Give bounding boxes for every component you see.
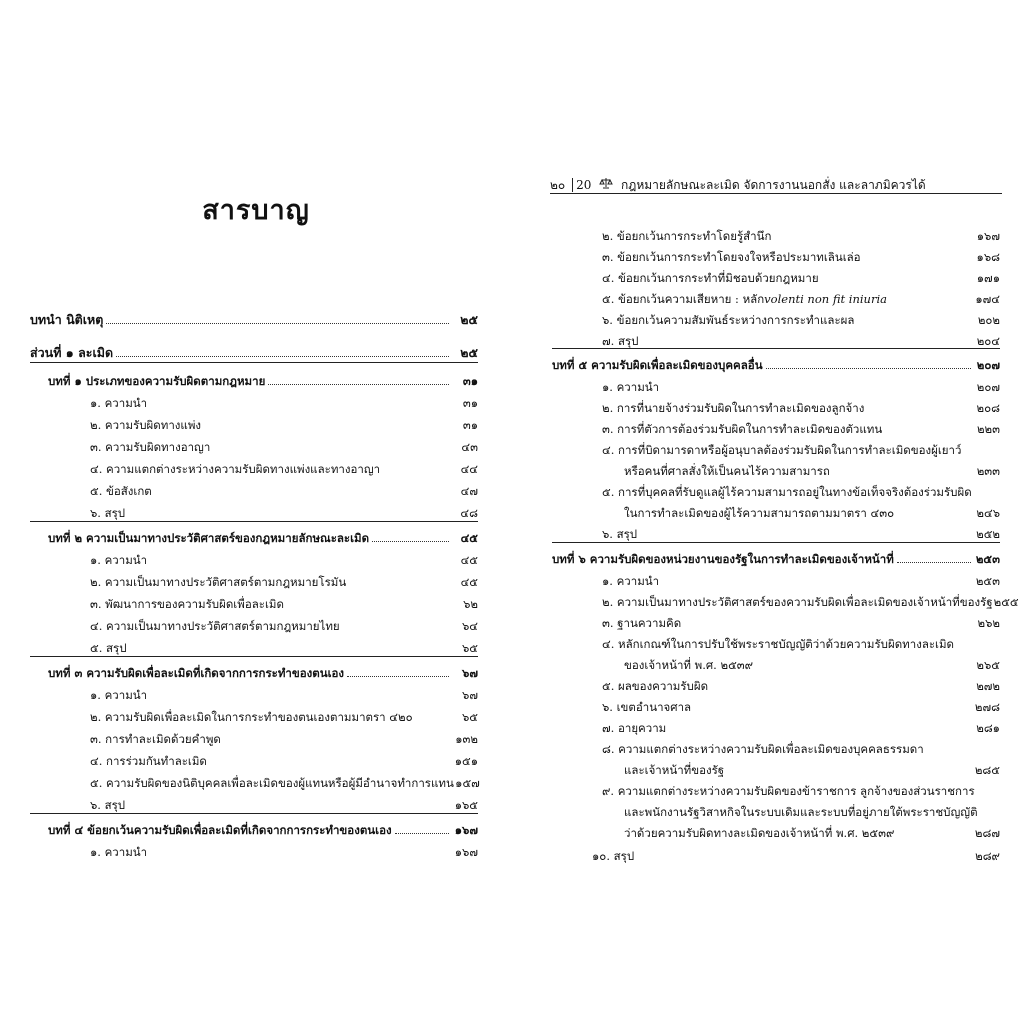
toc-entry-label: ๕. สรุป — [90, 641, 127, 655]
toc-entry-page: ๔๕ — [460, 575, 478, 589]
toc-entry-page: ๑๖๗ — [454, 823, 478, 837]
toc-entry-page: ๓๑ — [462, 396, 478, 410]
toc-entry-page: ๒๘๕ — [974, 763, 1000, 777]
header-book-title: กฎหมายลักษณะละเมิด จัดการงานนอกสั่ง และลาภมิควรได้ — [621, 178, 926, 192]
toc-entry — [602, 312, 1000, 328]
dot-leader — [347, 676, 449, 677]
toc-entry — [602, 400, 1000, 416]
toc-entry-page: ๒๗๘ — [974, 700, 1000, 714]
toc-entry-page: ๔๕ — [460, 553, 478, 567]
toc-entry — [48, 530, 478, 546]
toc-entry-label: ว่าด้วยความรับผิดทางละเมิดของเจ้าหน้าที่ พ.ศ. ๒๕๓๙ — [624, 826, 895, 840]
toc-entry — [602, 678, 1000, 694]
toc-entry-label: ๒. ความเป็นมาทางประวัติศาสตร์ตามกฎหมายโรมัน — [90, 575, 347, 589]
toc-entry-page: ๑๖๕ — [454, 798, 478, 812]
toc-entry-page: ๑๗๔ — [975, 292, 1000, 306]
toc-entry-label: ๓. การทำละเมิดด้วยคำพูด — [90, 732, 221, 746]
toc-entry-page: ๒๔๖ — [976, 506, 1000, 520]
toc-entry — [48, 665, 478, 681]
toc-entry-label: ๔. การร่วมกันทำละเมิด — [90, 754, 207, 768]
toc-entry-page: ๔๘ — [460, 506, 478, 520]
toc-entry-label: ๓. ความรับผิดทางอาญา — [90, 440, 211, 454]
toc-entry — [90, 797, 478, 813]
toc-entry-label: ๕. ผลของความรับผิด — [602, 679, 709, 693]
toc-title: สารบาญ — [202, 195, 310, 226]
toc-entry — [602, 526, 1000, 542]
header-rule — [550, 193, 1002, 194]
toc-entry-label: ๘. ความแตกต่างระหว่างความรับผิดเพื่อละเมิดของบุคคลธรรมดา — [602, 742, 924, 756]
scales-of-justice-icon — [599, 177, 613, 192]
toc-entry-label: ๑. ความนำ — [602, 574, 660, 588]
toc-entry-label: ๑. ความนำ — [90, 553, 148, 567]
toc-entry-page: ๖๗ — [462, 688, 478, 702]
toc-entry-page: ๒๕ — [460, 345, 478, 360]
toc-entry — [90, 395, 478, 411]
toc-entry-page: ๑๕๗ — [455, 776, 480, 790]
toc-entry-label: หรือคนที่ศาลสั่งให้เป็นคนไร้ความสามารถ — [624, 464, 830, 478]
toc-entry-page: ๑๗๑ — [976, 271, 1000, 285]
toc-entry — [90, 844, 478, 860]
toc-entry-page: ๒๐๔ — [976, 334, 1000, 348]
toc-entry — [602, 636, 1000, 652]
toc-entry — [90, 753, 478, 769]
toc-entry-label: ๗. อายุความ — [602, 721, 667, 735]
toc-entry-page: ๒๘๑ — [976, 721, 1000, 735]
toc-entry-label: ๔. ความแตกต่างระหว่างความรับผิดทางแพ่งและทางอาญา — [90, 462, 381, 476]
toc-entry-label: ๗. สรุป — [602, 334, 639, 348]
toc-entry-label: ๓. พัฒนาการของความรับผิดเพื่อละเมิด — [90, 597, 284, 611]
toc-entry-label: ๖. สรุป — [90, 798, 126, 812]
toc-entry — [602, 291, 1000, 307]
section-divider — [30, 362, 478, 363]
toc-entry — [602, 379, 1000, 395]
toc-entry — [552, 357, 1000, 373]
toc-entry — [90, 731, 478, 747]
toc-entry-label: บทที่ ๒ ความเป็นมาทางประวัติศาสตร์ของกฎหมายลักษณะละเมิด — [48, 531, 370, 545]
section-divider — [552, 542, 1000, 543]
toc-entry-label: ในการทำละเมิดของผู้ไร้ความสามารถตามมาตรา ๔๓๐ — [624, 506, 895, 520]
toc-entry — [90, 640, 478, 656]
toc-entry-label: ๑. ความนำ — [90, 396, 148, 410]
toc-entry-page: ๓๑ — [462, 418, 478, 432]
toc-entry-latin-term: volenti non fit iniuria — [764, 292, 887, 306]
toc-entry-label: ๙. ความแตกต่างระหว่างความรับผิดของข้าราชการ ลูกจ้างของส่วนราชการ — [602, 784, 975, 798]
dot-leader — [106, 323, 449, 324]
toc-entry-page: ๑๕๑ — [454, 754, 478, 768]
toc-entry — [90, 552, 478, 568]
toc-entry-page: ๒๕๒ — [976, 527, 1000, 541]
toc-entry — [90, 461, 478, 477]
toc-entry-label: ๓. ข้อยกเว้นการกระทำโดยจงใจหรือประมาทเลินเล่อ — [602, 250, 861, 264]
section-divider — [30, 813, 478, 814]
toc-entry — [624, 762, 1000, 778]
toc-entry — [592, 848, 1000, 864]
toc-entry-page: ๒๕๓ — [975, 574, 1000, 588]
toc-entry-label: ๔. ข้อยกเว้นการกระทำที่มิชอบด้วยกฎหมาย — [602, 271, 819, 285]
toc-entry — [90, 505, 478, 521]
dot-leader — [897, 562, 971, 563]
toc-entry — [90, 775, 478, 791]
toc-entry-label: ๒. การที่นายจ้างร่วมรับผิดในการทำละเมิดของลูกจ้าง — [602, 401, 865, 415]
toc-entry — [602, 699, 1000, 715]
section-divider — [30, 656, 478, 657]
toc-entry-page: ๖๒ — [463, 597, 478, 611]
toc-entry-page: ๓๑ — [462, 374, 478, 388]
toc-entry-label: ๒. ความเป็นมาทางประวัติศาสตร์ของความรับผิดเพื่อละเมิดของเจ้าหน้าที่ของรัฐ — [602, 595, 993, 609]
toc-entry — [48, 822, 478, 838]
dot-leader — [395, 833, 449, 834]
toc-entry-page: ๖๔ — [461, 619, 478, 633]
toc-entry — [90, 483, 478, 499]
toc-entry — [624, 825, 1000, 841]
toc-entry — [48, 373, 478, 389]
toc-entry — [552, 551, 1000, 567]
toc-entry-page: ๒๐๗ — [976, 380, 1000, 394]
toc-entry — [90, 596, 478, 612]
toc-entry-page: ๑๖๘ — [976, 250, 1000, 264]
toc-entry-label: ๕. ข้อยกเว้นความเสียหาย : หลัก — [602, 292, 765, 306]
toc-entry-page: ๒๖๒ — [977, 616, 1000, 630]
toc-entry-label: ๒. ความรับผิดเพื่อละเมิดในการกระทำของตนเองตามมาตรา ๔๒๐ — [90, 710, 413, 724]
toc-entry-label: ๖. ข้อยกเว้นความสัมพันธ์ระหว่างการกระทำและผล — [602, 313, 855, 327]
toc-entry-label: ๓. ฐานความคิด — [602, 616, 682, 630]
toc-entry — [624, 804, 1000, 820]
toc-entry-label: ๕. ความรับผิดของนิติบุคคลเพื่อละเมิดของผู้แทนหรือผู้มีอำนาจทำการแทน — [90, 776, 454, 790]
toc-entry-label: บทที่ ๑ ประเภทของความรับผิดตามกฎหมาย — [48, 374, 266, 388]
toc-entry-page: ๖๗ — [462, 666, 478, 680]
toc-entry-label: ส่วนที่ ๑ ละเมิด — [30, 345, 114, 360]
toc-entry-label: บทที่ ๓ ความรับผิดเพื่อละเมิดที่เกิดจากการกระทำของตนเอง — [48, 666, 345, 680]
toc-entry-label: บทที่ ๔ ข้อยกเว้นความรับผิดเพื่อละเมิดที่เกิดจากการกระทำของตนเอง — [48, 823, 392, 837]
right-page — [512, 0, 1024, 1024]
toc-entry — [602, 741, 1000, 757]
toc-entry-label: บทที่ ๖ ความรับผิดของหน่วยงานของรัฐในการทำละเมิดของเจ้าหน้าที่ — [552, 552, 894, 566]
toc-entry-label: ๔. การที่บิดามารดาหรือผู้อนุบาลต้องร่วมรับผิดในการทำละเมิดของผู้เยาว์ — [602, 443, 962, 457]
toc-entry — [624, 657, 1000, 673]
toc-entry — [624, 505, 1000, 521]
toc-entry-page: ๒๖๕ — [976, 658, 1000, 672]
toc-entry-label: ๑. ความนำ — [90, 845, 148, 859]
toc-entry-label: ๒. ความรับผิดทางแพ่ง — [90, 418, 202, 432]
toc-entry-label: ๓. การที่ตัวการต้องร่วมรับผิดในการทำละเมิดของตัวแทน — [602, 422, 883, 436]
toc-entry — [90, 574, 478, 590]
toc-entry-page: ๔๕ — [460, 531, 478, 545]
toc-entry-page: ๔๔ — [460, 462, 478, 476]
toc-entry-page: ๒๘๗ — [974, 826, 1000, 840]
toc-entry — [602, 249, 1000, 265]
toc-entry-page: ๑๖๗ — [454, 845, 478, 859]
toc-entry-label: บทนำ นิติเหตุ — [30, 312, 104, 327]
toc-entry — [602, 333, 1000, 349]
toc-entry-page: ๑๖๗ — [976, 229, 1000, 243]
toc-entry-label: ๒. ข้อยกเว้นการกระทำโดยรู้สำนึก — [602, 229, 772, 243]
toc-entry-page: ๔๓ — [461, 440, 478, 454]
toc-entry-label: บทที่ ๕ ความรับผิดเพื่อละเมิดของบุคคลอื่น — [552, 358, 763, 372]
toc-entry — [90, 417, 478, 433]
toc-entry-page: ๒๕๓ — [975, 552, 1000, 566]
toc-entry-page: ๒๐๗ — [976, 358, 1000, 372]
header-page-arabic: 20 — [576, 178, 592, 192]
dot-leader — [116, 356, 449, 357]
toc-entry-page: ๒๘๙ — [975, 849, 1000, 863]
toc-entry — [602, 615, 1000, 631]
toc-entry-label: และพนักงานรัฐวิสาหกิจในระบบเดิมและระบบที่อยู่ภายใต้พระราชบัญญัติ — [624, 805, 978, 819]
toc-entry-page: ๒๒๓ — [976, 422, 1000, 436]
toc-entry — [90, 709, 478, 725]
toc-entry — [602, 421, 1000, 437]
toc-entry — [602, 573, 1000, 589]
section-divider — [30, 521, 478, 522]
toc-entry-page: ๒๗๒ — [976, 679, 1000, 693]
toc-entry — [602, 484, 1000, 500]
toc-entry-label: ๑. ความนำ — [90, 688, 148, 702]
toc-entry-label: ๑๐. สรุป — [592, 849, 635, 863]
toc-entry-label: ๕. ข้อสังเกต — [90, 484, 152, 498]
toc-entry-label: ๖. สรุป — [602, 527, 638, 541]
toc-entry — [602, 720, 1000, 736]
toc-entry-label: ๔. ความเป็นมาทางประวัติศาสตร์ตามกฎหมายไทย — [90, 619, 340, 633]
toc-entry-label: ๖. เขตอำนาจศาล — [602, 700, 692, 714]
dot-leader — [766, 368, 971, 369]
toc-entry-label: ของเจ้าหน้าที่ พ.ศ. ๒๕๓๙ — [624, 658, 754, 672]
toc-entry — [602, 442, 1000, 458]
toc-entry-page: ๒๓๓ — [976, 464, 1000, 478]
toc-entry-page: ๖๕ — [461, 641, 478, 655]
toc-entry-page: ๒๐๒ — [977, 313, 1000, 327]
toc-entry-page: ๔๗ — [460, 484, 478, 498]
dot-leader — [372, 541, 449, 542]
toc-entry-label: และเจ้าหน้าที่ของรัฐ — [624, 763, 725, 777]
toc-entry — [90, 618, 478, 634]
toc-entry — [30, 345, 478, 361]
toc-entry-page: ๖๕ — [461, 710, 478, 724]
toc-entry — [90, 439, 478, 455]
header-page-thai: ๒๐ — [550, 178, 566, 192]
toc-entry — [624, 463, 1000, 479]
toc-entry — [90, 687, 478, 703]
toc-entry — [602, 594, 1019, 610]
toc-entry — [602, 270, 1000, 286]
toc-entry-label: ๖. สรุป — [90, 506, 126, 520]
toc-entry-page: ๒๐๘ — [976, 401, 1000, 415]
toc-entry-label: ๑. ความนำ — [602, 380, 660, 394]
section-divider — [552, 348, 1000, 349]
toc-entry-page: ๒๕ — [460, 312, 478, 327]
dot-leader — [268, 384, 449, 385]
toc-entry — [30, 312, 478, 328]
toc-entry-page: ๑๓๒ — [455, 732, 478, 746]
toc-entry-label: ๕. การที่บุคคลที่รับดูแลผู้ไร้ความสามารถอยู่ในทางข้อเท็จจริงต้องร่วมรับผิด — [602, 485, 972, 499]
toc-entry-page: ๒๕๕ — [993, 595, 1019, 609]
toc-entry — [602, 783, 1000, 799]
toc-entry-label: ๔. หลักเกณฑ์ในการปรับใช้พระราชบัญญัติว่าด้วยความรับผิดทางละเมิด — [602, 637, 955, 651]
toc-entry — [602, 228, 1000, 244]
